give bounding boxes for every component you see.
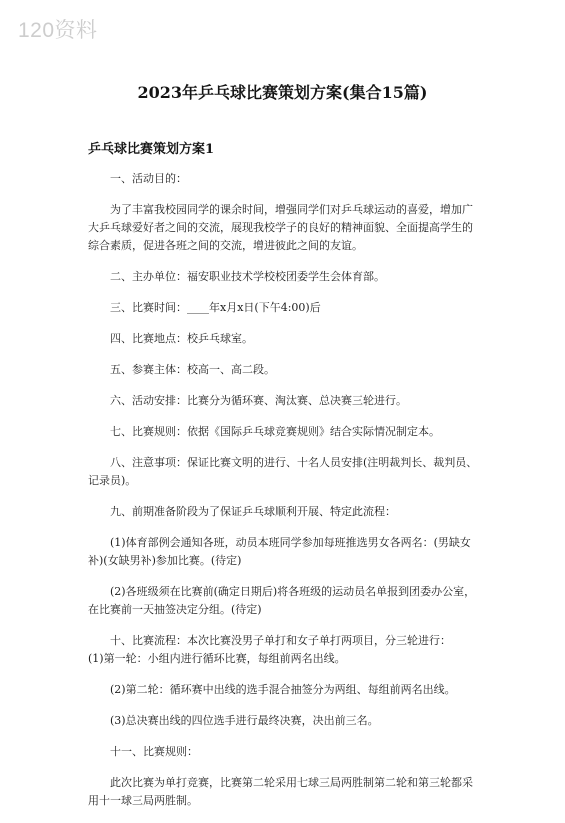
paragraph-arrangement: 六、活动安排：比赛分为循环赛、淘汰赛、总决赛三轮进行。 — [110, 394, 407, 407]
paragraph-organizer: 二、主办单位：福安职业技术学校校团委学生会体育部。 — [110, 270, 385, 283]
watermark: 120资料 — [18, 19, 98, 42]
paragraph-match-process: 十、比赛流程：本次比赛没男子单打和女子单打两项目，分三轮进行： — [110, 634, 451, 647]
paragraph-participants: 五、参赛主体：校高一、高二段。 — [110, 363, 275, 376]
paragraph-prep-step-1: (1)体育部例会通知各班，动员本班同学参加每班推选男女各两名：(男缺女补)(女缺男补)参加比赛。(待定) — [88, 536, 471, 567]
section-heading: 乒乓球比赛策划方案1 — [88, 142, 215, 157]
paragraph-match-venue: 四、比赛地点：校乒乓球室。 — [110, 332, 253, 345]
paragraph-round-1: (1)第一轮：小组内进行循环比赛，每组前两名出线。 — [88, 652, 346, 665]
paragraph-preparation: 九、前期准备阶段为了保证乒乓球顺利开展、特定此流程： — [110, 505, 396, 518]
paragraph-round-2: (2)第二轮：循环赛中出线的选手混合抽签分为两组、每组前两名出线。 — [110, 683, 456, 696]
paragraph-match-time: 三、比赛时间：____年x月x日(下午4:00)后 — [110, 301, 321, 314]
paragraph-match-rules: 此次比赛为单打竞赛，比赛第二轮采用七球三局两胜制第二轮和第三轮都采用十一球三局两胜制。 — [88, 776, 473, 807]
document-title: 2023年乒乓球比赛策划方案(集合15篇) — [137, 83, 428, 102]
paragraph-rules: 七、比赛规则：依据《国际乒乓球竞赛规则》结合实际情况制定本。 — [110, 425, 440, 438]
paragraph-match-rules-heading: 十一、比赛规则： — [110, 745, 198, 758]
document-body — [88, 170, 480, 823]
paragraph-activity-purpose: 为了丰富我校园同学的课余时间，增强同学们对乒乓球运动的喜爱，增加广大乒乓球爱好者之间的交流，展现我校学子的良好的精神面貌、全面提高学生的综合素质，促进各班之间的交流，增进彼此之间的友谊。 — [88, 203, 473, 252]
paragraph-prep-step-2: (2)各班级须在比赛前(确定日期后)将各班级的运动员名单报到团委办公室，在比赛前一天抽签决定分组。(待定) — [88, 585, 476, 616]
paragraph-notes: 八、注意事项：保证比赛文明的进行、十名人员安排(注明裁判长、裁判员、记录员)。 — [88, 456, 478, 487]
paragraph-activity-purpose-heading: 一、活动目的： — [110, 172, 187, 185]
paragraph-round-3: (3)总决赛出线的四位选手进行最终决赛，决出前三名。 — [110, 714, 379, 727]
